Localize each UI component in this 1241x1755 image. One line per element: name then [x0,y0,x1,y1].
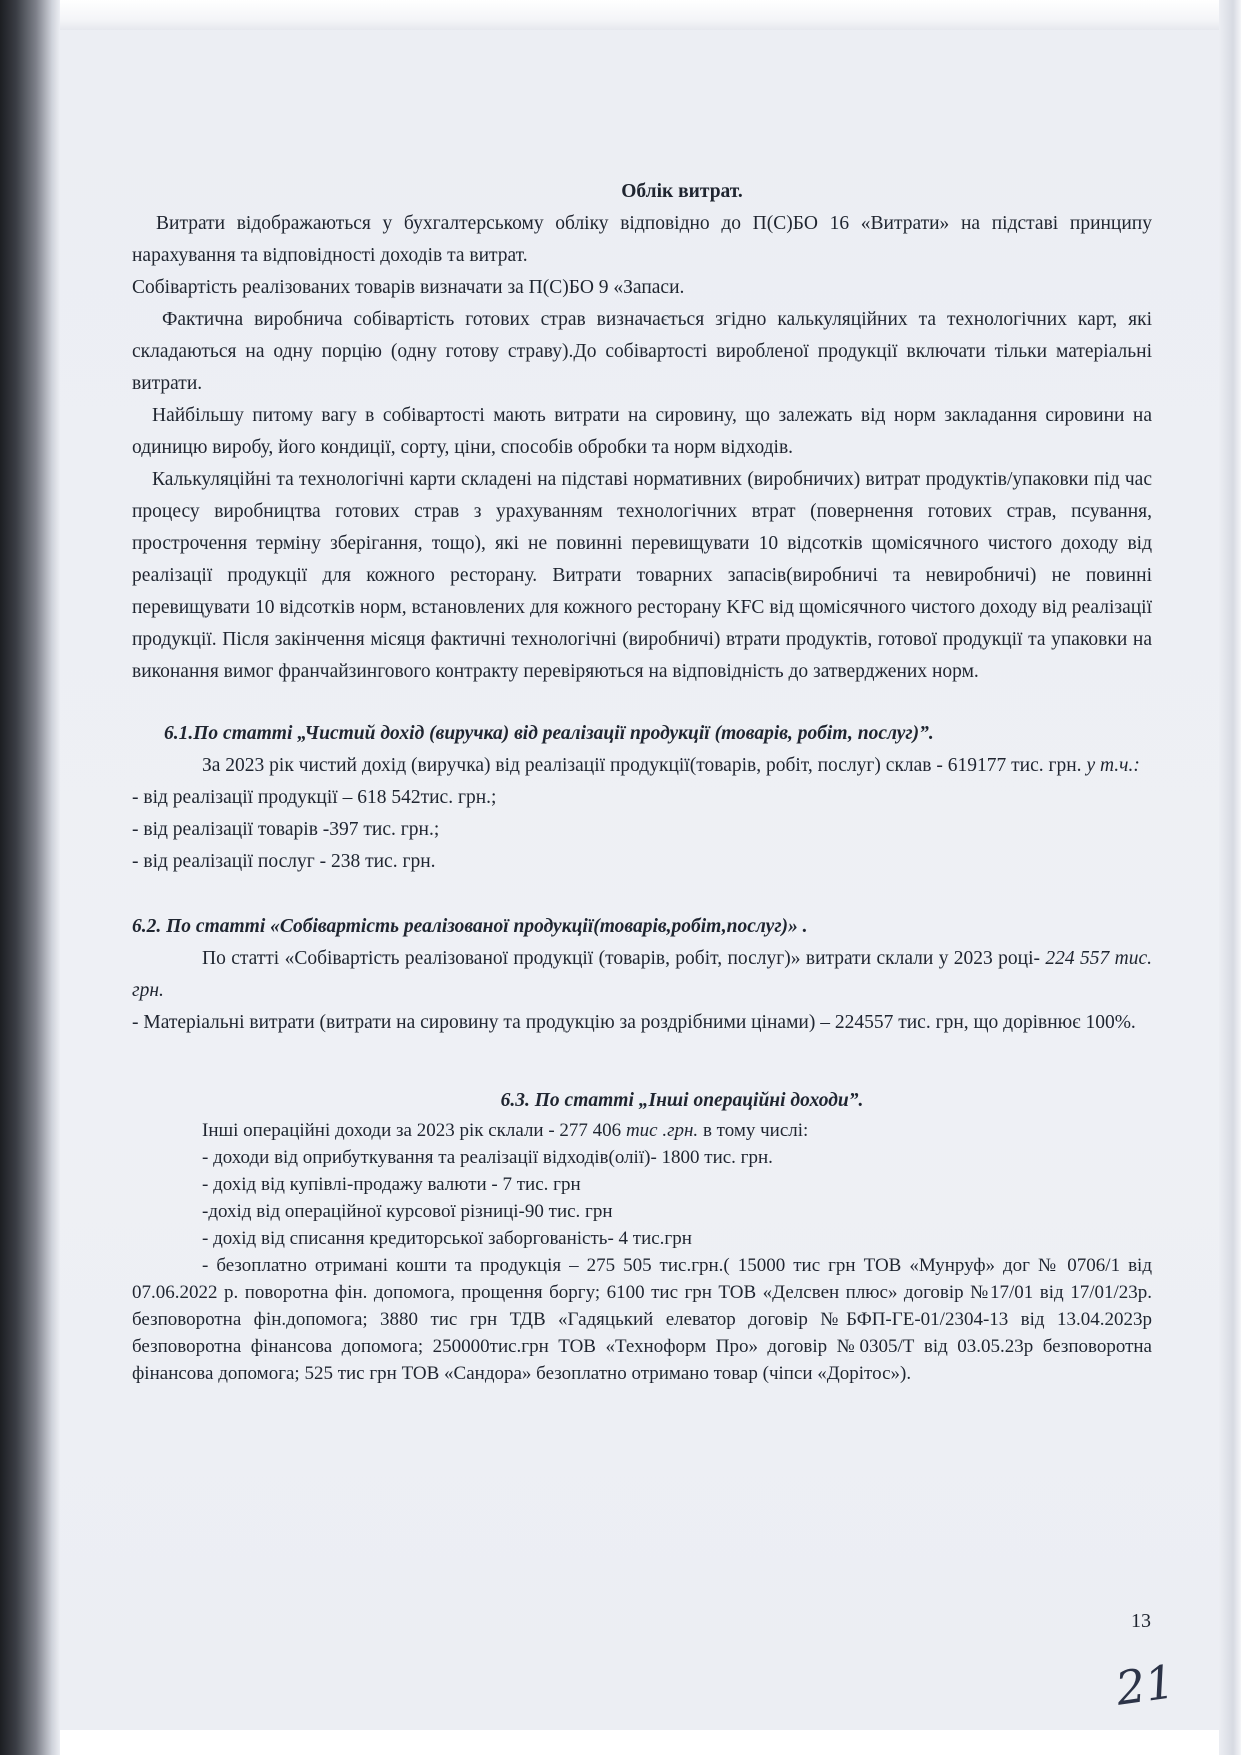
scan-edge-top [0,0,1241,30]
list-item: - дохід від купівлі-продажу валюти - 7 тис. грн [202,1174,581,1195]
section-6-3-title: 6.3. По статті „Інші операційні доходи”. [500,1090,864,1111]
paragraph-production-cost: Фактична виробнича собівартість готових страв визначається згідно калькуляційних та технологічних карт, які складаються на одну порцію (одну готову страву).До собівартості виробленої продукції включати тільки матеріальні витрати. [132,309,1152,394]
section-6-2-item: - Матеріальні витрати (витрати на сировину та продукцію за роздрібними цінами) – 224557 тис. грн, що дорівнює 100%. [132,1012,1136,1033]
document-content [132,176,1152,1387]
section-6-1-title: 6.1.По статті „Чистий дохід (виручка) від реалізації продукції (товарів, робіт, послуг)”. [164,723,934,744]
list-item: - від реалізації послуг - 238 тис. грн. [132,851,436,872]
page-heading: Облік витрат. [621,181,743,202]
page-number: 13 [1131,1610,1151,1632]
paragraph-raw-materials: Найбільшу питому вагу в собівартості мають витрати на сировину, що залежать від норм закладання сировини на одиницю виробу, його кондиції, сорту, ціни, способів обробки та норм відходів. [132,405,1152,458]
section-6-1-intro: За 2023 рік чистий дохід (виручка) від реалізації продукції(товарів, робіт, послуг) склав - 619177 тис. грн. у т.ч.: [202,755,1140,776]
scan-edge-right [1219,0,1241,1755]
list-item: -дохід від операційної курсової різниці-90 тис. грн [202,1201,613,1222]
handwritten-page-mark: 21 [1112,1654,1179,1716]
scan-shadow-left [0,0,60,1755]
section-6-2-title: 6.2. По статті «Собівартість реалізованої продукції(товарів,робіт,послуг)» . [132,916,808,937]
list-item: - доходи від оприбуткування та реалізації відходів(олії)- 1800 тис. грн. [202,1147,773,1168]
list-item: - дохід від списання кредиторської заборгованість- 4 тис.грн [202,1228,692,1249]
section-6-1-intro-italic: у т.ч.: [1086,755,1140,776]
list-item: - безоплатно отримані кошти та продукція – 275 505 тис.грн.( 15000 тис грн ТОВ «Мунруф» дог № 0706/1 від 07.06.2022 р. поворотна фін. допомога, прощення боргу; 6100 тис грн ТОВ «Делсвен плюс» договір №17/01 від 17/01/23р. безповоротна фін.допомога; 3880 тис грн ТДВ «Гадяцький елеватор договір №БФП-ГЕ-01/2304-13 від 13.04.2023р безповоротна фінансова допомога; 250000тис.грн ТОВ «Техноформ Про» договір №0305/Т від 03.05.23р безповоротна фінансова допомога; 525 тис грн ТОВ «Сандора» безоплатно отримано товар (чіпси «Дорітос»). [132,1255,1152,1384]
section-6-3-intro: Інші операційні доходи за 2023 рік склали - 277 406 тис .грн. в тому числі: [202,1120,809,1141]
section-6-2-intro-italic: 224 557 тис. грн. [132,948,1152,1001]
section-6-2-intro: По статті «Собівартість реалізованої продукції (товарів, робіт, послуг)» витрати склали у 2023 році- 224 557 тис. грн. [132,948,1152,1001]
list-item: - від реалізації товарів -397 тис. грн.; [132,819,440,840]
list-item: - від реалізації продукції – 618 542тис. грн.; [132,787,497,808]
paragraph-expenses-recognition: Витрати відображаються у бухгалтерському обліку відповідно до П(С)БО 16 «Витрати» на підставі принципу нарахування та відповідності доходів та витрат. [132,213,1152,266]
paragraph-cost-of-goods: Собівартість реалізованих товарів визначати за П(С)БО 9 «Запаси. [132,277,685,298]
section-6-3-intro-italic: тис .грн. [625,1120,699,1141]
section-6-3-list [132,1117,1152,1252]
paragraph-calculation-cards: Калькуляційні та технологічні карти складені на підставі нормативних (виробничих) витрат продуктів/упаковки під час процесу виробництва готових страв з урахуванням технологічних втрат (повернення готових страв, псування, прострочення терміну зберігання, тощо), які не повинні перевищувати 10 відсотків щомісячного чистого доходу від реалізації продукції для кожного ресторану. Витрати товарних запасів(виробничі та невиробничі) не повинні перевищувати 10 відсотків норм, встановлених для кожного ресторану KFC від щомісячного чистого доходу від реалізації продукції. Після закінчення місяця фактичні технологічні (виробничі) втрати продуктів, готової продукції та упаковки на виконання вимог франчайзингового контракту перевіряються на відповідність до затверджених норм. [132,469,1152,682]
